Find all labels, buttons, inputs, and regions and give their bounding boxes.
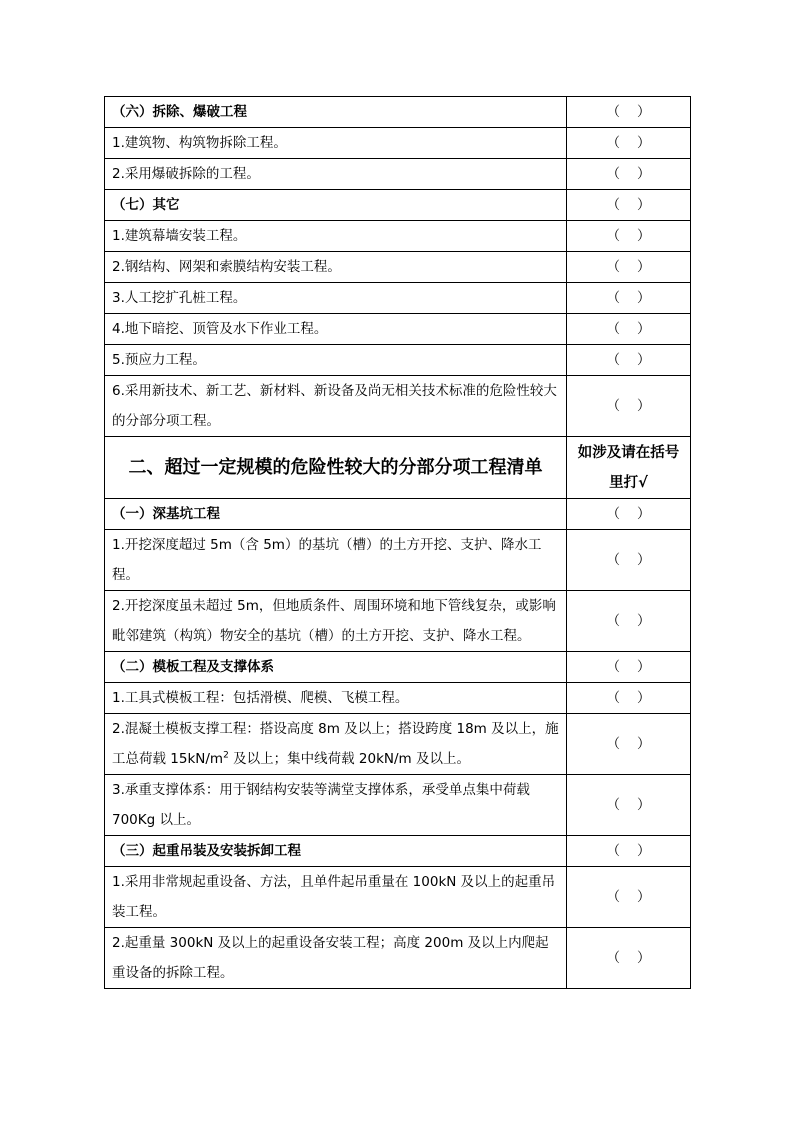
check-bracket[interactable]: （ ） xyxy=(567,314,691,345)
table-row xyxy=(105,499,691,530)
check-bracket[interactable]: （ ） xyxy=(567,775,691,836)
item-text: 5.预应力工程。 xyxy=(105,345,567,376)
item-text: 3.承重支撑体系：用于钢结构安装等满堂支撑体系，承受单点集中荷载 700Kg 以上。 xyxy=(105,775,567,836)
item-text: 1.开挖深度超过 5m（含 5m）的基坑（槽）的土方开挖、支护、降水工程。 xyxy=(105,530,567,591)
check-bracket[interactable]: （ ） xyxy=(567,683,691,714)
check-bracket[interactable]: （ ） xyxy=(567,252,691,283)
table-row xyxy=(105,867,691,928)
table-row xyxy=(105,97,691,128)
item-text: 2.起重量 300kN 及以上的起重设备安装工程；高度 200m 及以上内爬起重设备的拆除工程。 xyxy=(105,928,567,989)
check-bracket[interactable]: （ ） xyxy=(567,97,691,128)
item-text: 2.混凝土模板支撑工程：搭设高度 8m 及以上；搭设跨度 18m 及以上，施工总荷载 $15kN/m^2$ 及以上；集中线荷载 20kN/m 及以上。 xyxy=(105,714,567,775)
item-text: 1.工具式模板工程：包括滑模、爬模、飞模工程。 xyxy=(105,683,567,714)
check-bracket[interactable]: （ ） xyxy=(567,345,691,376)
checklist-table xyxy=(104,96,691,989)
table-row xyxy=(105,252,691,283)
check-bracket[interactable]: （ ） xyxy=(567,867,691,928)
item-text: 4.地下暗挖、顶管及水下作业工程。 xyxy=(105,314,567,345)
item-text: 6.采用新技术、新工艺、新材料、新设备及尚无相关技术标准的危险性较大的分部分项工程。 xyxy=(105,376,567,437)
table-row xyxy=(105,159,691,190)
category-heading: （三）起重吊装及安装拆卸工程 xyxy=(105,836,567,867)
table-row xyxy=(105,283,691,314)
table-row xyxy=(105,714,691,775)
item-text: 1.建筑幕墙安装工程。 xyxy=(105,221,567,252)
table-row xyxy=(105,190,691,221)
item-text: 1.采用非常规起重设备、方法，且单件起吊重量在 100kN 及以上的起重吊装工程。 xyxy=(105,867,567,928)
table-row xyxy=(105,775,691,836)
category-heading: （六）拆除、爆破工程 xyxy=(105,97,567,128)
category-heading: （二）模板工程及支撑体系 xyxy=(105,652,567,683)
check-bracket[interactable]: （ ） xyxy=(567,128,691,159)
check-bracket[interactable]: （ ） xyxy=(567,652,691,683)
table-row xyxy=(105,652,691,683)
table-row xyxy=(105,836,691,867)
section-title: 二、超过一定规模的危险性较大的分部分项工程清单 xyxy=(105,437,567,499)
category-heading: （七）其它 xyxy=(105,190,567,221)
table-row xyxy=(105,683,691,714)
item-text: 2.开挖深度虽未超过 5m，但地质条件、周围环境和地下管线复杂，或影响毗邻建筑（构筑）物安全的基坑（槽）的土方开挖、支护、降水工程。 xyxy=(105,591,567,652)
item-text: 3.人工挖扩孔桩工程。 xyxy=(105,283,567,314)
check-bracket[interactable]: （ ） xyxy=(567,190,691,221)
item-text: 2.钢结构、网架和索膜结构安装工程。 xyxy=(105,252,567,283)
table-row xyxy=(105,221,691,252)
item-text: 1.建筑物、构筑物拆除工程。 xyxy=(105,128,567,159)
check-bracket[interactable]: （ ） xyxy=(567,836,691,867)
check-bracket[interactable]: （ ） xyxy=(567,499,691,530)
check-bracket[interactable]: （ ） xyxy=(567,530,691,591)
table-row xyxy=(105,376,691,437)
section-title-row xyxy=(105,437,691,499)
table-row xyxy=(105,128,691,159)
check-header: 如涉及请在括号里打√ xyxy=(567,437,691,499)
item-text: 2.采用爆破拆除的工程。 xyxy=(105,159,567,190)
check-bracket[interactable]: （ ） xyxy=(567,928,691,989)
check-bracket[interactable]: （ ） xyxy=(567,591,691,652)
table-row xyxy=(105,530,691,591)
table-row xyxy=(105,591,691,652)
check-bracket[interactable]: （ ） xyxy=(567,714,691,775)
table-row xyxy=(105,345,691,376)
check-bracket[interactable]: （ ） xyxy=(567,376,691,437)
category-heading: （一）深基坑工程 xyxy=(105,499,567,530)
table-row xyxy=(105,928,691,989)
check-bracket[interactable]: （ ） xyxy=(567,221,691,252)
table-row xyxy=(105,314,691,345)
check-bracket[interactable]: （ ） xyxy=(567,283,691,314)
check-bracket[interactable]: （ ） xyxy=(567,159,691,190)
